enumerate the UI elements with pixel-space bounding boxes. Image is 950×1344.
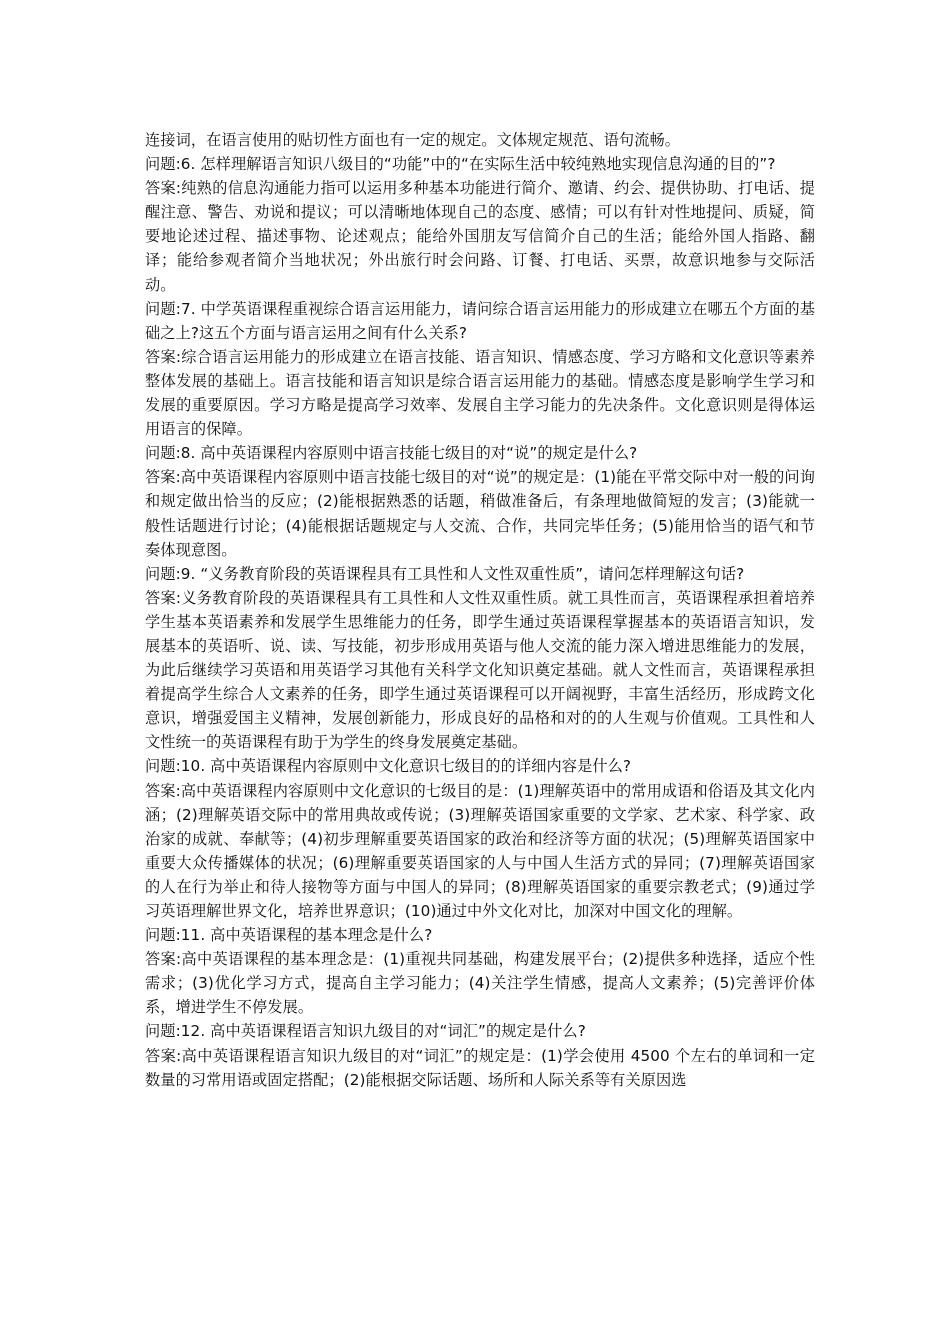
question-9: 问题:9. “义务教育阶段的英语课程具有工具性和人文性双重性质”，请问怎样理解这句话?: [145, 564, 745, 583]
answer-12: 答案:高中英语课程语言知识九级目的对“词汇”的规定是：(1)学会使用 4500 个左右的单词和一定数量的习常用语或固定搭配；(2)能根据交际话题、场所和人际关系等有关原因选: [145, 1046, 815, 1089]
document-body: [145, 128, 815, 1092]
answer-8: 答案:高中英语课程内容原则中语言技能七级目的对“说”的规定是：(1)能在平常交际中对一般的问询和规定做出恰当的反应；(2)能根据熟悉的话题，稍做准备后，有条理地做简短的发言；(3)能就一般性话题进行讨论；(4)能根据话题规定与人交流、合作，共同完毕任务；(5)能用恰当的语气和节奏体现意图。: [145, 468, 815, 559]
answer-7: 答案:综合语言运用能力的形成建立在语言技能、语言知识、情感态度、学习方略和文化意识等素养整体发展的基础上。语言技能和语言知识是综合语言运用能力的基础。情感态度是影响学生学习和发展的重要原因。学习方略是提高学习效率、发展自主学习能力的先决条件。文化意识则是得体运用语言的保障。: [145, 347, 815, 439]
question-6: 问题:6. 怎样理解语言知识八级目的“功能”中的“在实际生活中较纯熟地实现信息沟通的目的”?: [145, 155, 776, 174]
answer-9: 答案:义务教育阶段的英语课程具有工具性和人文性双重性质。就工具性而言，英语课程承担着培养学生基本英语素养和发展学生思维能力的任务，即学生通过英语课程掌握基本的英语语言知识，发展基本的英语听、说、读、写技能，初步形成用英语与他人交流的能力深入增进思维能力的发展，为此后继续学习英语和用英语学习其他有关科学文化知识奠定基础。就人文性而言，英语课程承担着提高学生综合人文素养的任务，即学生通过英语课程可以开阔视野，丰富生活经历，形成跨文化意识，增强爱国主义精神，发展创新能力，形成良好的品格和对的的人生观与价值观。工具性和人文性统一的英语课程有助于为学生的终身发展奠定基础。: [145, 588, 815, 752]
question-10: 问题:10. 高中英语课程内容原则中文化意识七级目的的详细内容是什么?: [145, 757, 632, 776]
answer-6: 答案:纯熟的信息沟通能力指可以运用多种基本功能进行简介、邀请、约会、提供协助、打电话、提醒注意、警告、劝说和提议；可以清晰地体现自己的态度、感情；可以有针对性地提问、质疑，简要地论述过程、描述事物、论述观点；能给外国朋友写信简介自己的生活；能给外国人指路、翻译；能给参观者简介当地状况；外出旅行时会问路、订餐、打电话、买票，故意识地参与交际活动。: [145, 179, 815, 294]
answer-10: 答案:高中英语课程内容原则中文化意识的七级目的是：(1)理解英语中的常用成语和俗语及其文化内涵；(2)理解英语交际中的常用典故或传说；(3)理解英语国家重要的文学家、艺术家、科学家、政治家的成就、奉献等；(4)初步理解重要英语国家的政治和经济等方面的状况；(5)理解英语国家中重要大众传播媒体的状况；(6)理解重要英语国家的人与中国人生活方式的异同；(7)理解英语国家的人在行为举止和待人接物等方面与中国人的异同；(8)理解英语国家的重要宗教老式；(9)通过学习英语理解世界文化，培养世界意识；(10)通过中外文化对比，加深对中国文化的理解。: [145, 781, 815, 920]
answer-11: 答案:高中英语课程的基本理念是：(1)重视共同基础，构建发展平台；(2)提供多种选择，适应个性需求；(3)优化学习方式，提高自主学习能力；(4)关注学生情感，提高人文素养；(5)完善评价体系，增进学生不停发展。: [145, 950, 815, 1017]
question-8: 问题:8. 高中英语课程内容原则中语言技能七级目的对“说”的规定是什么?: [145, 444, 638, 463]
question-11: 问题:11. 高中英语课程的基本理念是什么?: [145, 926, 433, 945]
paragraph-continuation: 连接词，在语言使用的贴切性方面也有一定的规定。文体规定规范、语句流畅。: [145, 131, 681, 149]
question-7: 问题:7. 中学英语课程重视综合语言运用能力，请问综合语言运用能力的形成建立在哪五个方面的基础之上?这五个方面与语言运用之间有什么关系?: [145, 299, 815, 342]
question-12: 问题:12. 高中英语课程语言知识九级目的对“词汇”的规定是什么?: [145, 1022, 586, 1041]
